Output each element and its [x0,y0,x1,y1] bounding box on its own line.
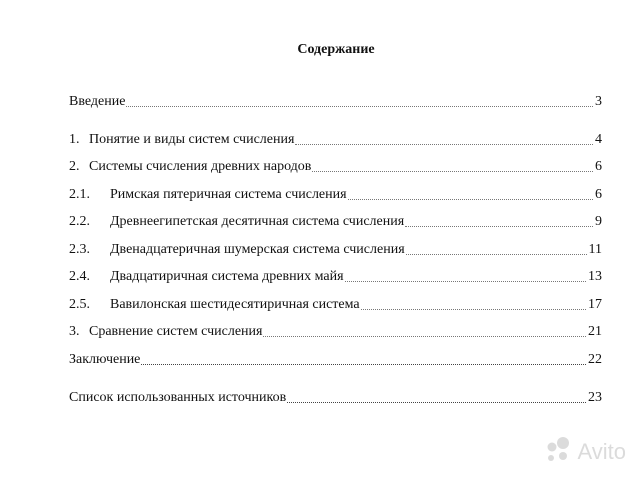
toc-entry-conclusion [69,351,602,369]
toc-page-number: 4 [595,132,602,147]
toc-page-number: 21 [588,324,602,339]
toc-dot-leader [141,363,586,365]
toc-entry-text: Римская пятеричная система счисления [110,187,347,202]
toc-page-number: 6 [595,187,602,202]
toc-entry-text: Список использованных источников [69,390,287,405]
toc-dot-leader [126,105,593,107]
toc-entry-1 [69,131,602,149]
toc-entry-3 [69,323,602,341]
toc-entry-text: Двенадцатеричная шумерская система счисления [110,242,405,257]
toc-dot-leader [361,308,586,310]
toc-page-number: 17 [588,297,602,312]
toc-page-number: 13 [588,269,602,284]
toc-entry-text: Заключение [69,352,141,367]
toc-entry-text: Понятие и виды систем счисления [89,132,295,147]
toc-entry-number: 2.1. [69,187,90,202]
toc-entry-2-3 [69,241,602,259]
toc-entry-references [69,389,602,407]
toc-entry-text: Введение [69,94,126,109]
toc-entry-2-5 [69,296,602,314]
watermark-text: Avito [577,438,626,464]
toc-page-number: 23 [588,390,602,405]
avito-logo-icon [543,434,573,469]
toc-dot-leader [405,225,593,227]
toc-entry-2-1 [69,186,602,204]
toc-entry-number: 1. [69,132,80,147]
toc-entry-text: Древнеегипетская десятичная система счисления [110,214,405,229]
avito-watermark [543,434,626,469]
toc-entry-2 [69,158,602,176]
toc-title: Содержание [297,42,375,57]
toc-entry-text: Сравнение систем счисления [89,324,263,339]
toc-page-number: 9 [595,214,602,229]
toc-page-number: 3 [595,94,602,109]
toc-entry-number: 2.5. [69,297,90,312]
toc-entry-text: Двадцатиричная система древних майя [110,269,344,284]
toc-entry-number: 3. [69,324,80,339]
toc-entry-text: Вавилонская шестидесятиричная система [110,297,360,312]
toc-page-number: 22 [588,352,602,367]
toc-entry-introduction [69,93,602,111]
toc-dot-leader [263,335,586,337]
toc-dot-leader [287,401,586,403]
toc-entry-number: 2. [69,159,80,174]
toc-dot-leader [345,280,586,282]
toc-dot-leader [295,143,593,145]
toc-dot-leader [348,198,593,200]
toc-page-number: 11 [588,242,602,257]
toc-entry-2-2 [69,213,602,231]
toc-entry-number: 2.3. [69,242,90,257]
toc-dot-leader [312,170,593,172]
toc-entry-2-4 [69,268,602,286]
toc-entry-text: Системы счисления древних народов [89,159,312,174]
toc-page-number: 6 [595,159,602,174]
toc-entry-number: 2.2. [69,214,90,229]
toc-entry-number: 2.4. [69,269,90,284]
toc-dot-leader [406,253,587,255]
